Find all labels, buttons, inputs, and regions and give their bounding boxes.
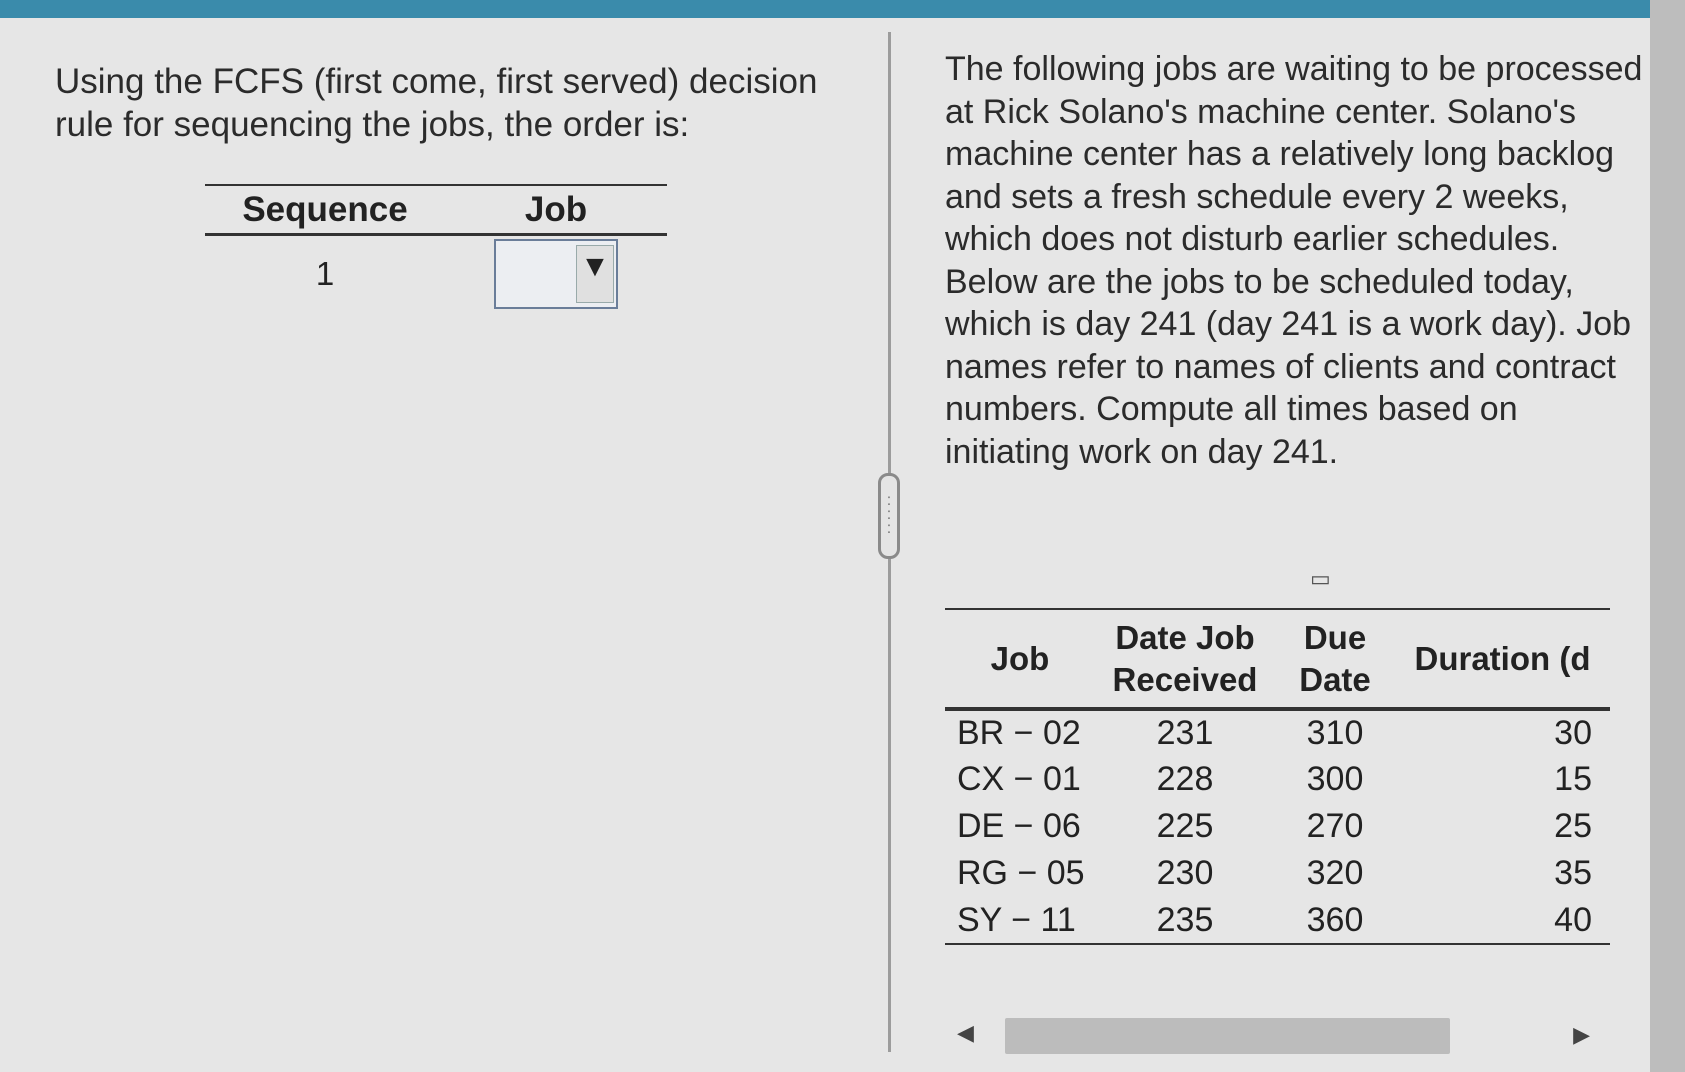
content-frame (0, 18, 1650, 1072)
duration: 35 (1554, 854, 1592, 892)
due-date: 360 (1275, 897, 1395, 944)
jobs-table (945, 608, 1610, 945)
table-row (945, 803, 1610, 850)
horizontal-scrollbar[interactable] (945, 1018, 1590, 1054)
question-text: Using the FCFS (first come, first served) decision rule for sequencing the jobs, the order is: (55, 62, 818, 144)
duration: 15 (1554, 760, 1592, 798)
top-bar (0, 0, 1650, 18)
sequence-number: 1 (315, 255, 335, 292)
left-pane (55, 60, 835, 292)
dropdown-arrow-icon[interactable]: ▼ (576, 245, 614, 303)
date-received: 235 (1095, 897, 1275, 944)
table-row (945, 897, 1610, 944)
duration: 30 (1554, 714, 1592, 752)
problem-text: The following jobs are waiting to be processed at Rick Solano's machine center. Solano's machine center has a relatively long backlog and sets a fresh schedule every 2 weeks, which does not disturb earlier schedules. Below are the jobs to be scheduled today, which is day 241 (day 241 is a work day). Job names refer to names of clients and contract numbers. Compute all times based on initiating work on day 241. (945, 50, 1643, 471)
scrollbar-thumb[interactable] (1005, 1018, 1450, 1054)
col-job: Job (945, 609, 1095, 709)
right-pane (945, 48, 1645, 473)
resize-grip-icon[interactable]: : : : (878, 473, 900, 559)
sequence-row (205, 236, 667, 312)
sequence-table-header (205, 186, 667, 236)
col-date-received: Date Job Received (1095, 609, 1275, 709)
due-date: 300 (1306, 760, 1364, 798)
table-row (945, 756, 1610, 803)
date-received: 225 (1156, 807, 1214, 845)
jobs-table-header (945, 609, 1610, 709)
job-name: DE − 06 (957, 807, 1081, 845)
right-edge (1650, 0, 1685, 1072)
scroll-right-icon[interactable]: ▶ (1573, 1022, 1590, 1047)
job-name: SY − 11 (945, 897, 1095, 944)
date-received: 231 (1156, 714, 1214, 752)
sequence-table (205, 184, 667, 312)
sequence-header: Sequence (242, 189, 408, 229)
job-name: RG − 05 (957, 854, 1085, 892)
job-cell (445, 239, 667, 309)
job-name: CX − 01 (957, 760, 1081, 798)
due-date: 310 (1306, 714, 1364, 752)
popout-icon[interactable]: ▭ (1310, 566, 1331, 591)
table-row (945, 850, 1610, 897)
duration: 40 (1395, 897, 1610, 944)
duration: 25 (1554, 807, 1592, 845)
job-header: Job (524, 189, 588, 229)
date-received: 228 (1156, 760, 1214, 798)
job-name: BR − 02 (957, 714, 1081, 752)
date-received: 230 (1156, 854, 1214, 892)
due-date: 270 (1306, 807, 1364, 845)
job-dropdown[interactable] (494, 239, 618, 309)
col-due-date: Due Date (1275, 609, 1395, 709)
due-date: 320 (1306, 854, 1364, 892)
col-duration: Duration (d (1395, 609, 1610, 709)
scroll-left-icon[interactable]: ◀ (957, 1020, 974, 1045)
table-row (945, 709, 1610, 756)
